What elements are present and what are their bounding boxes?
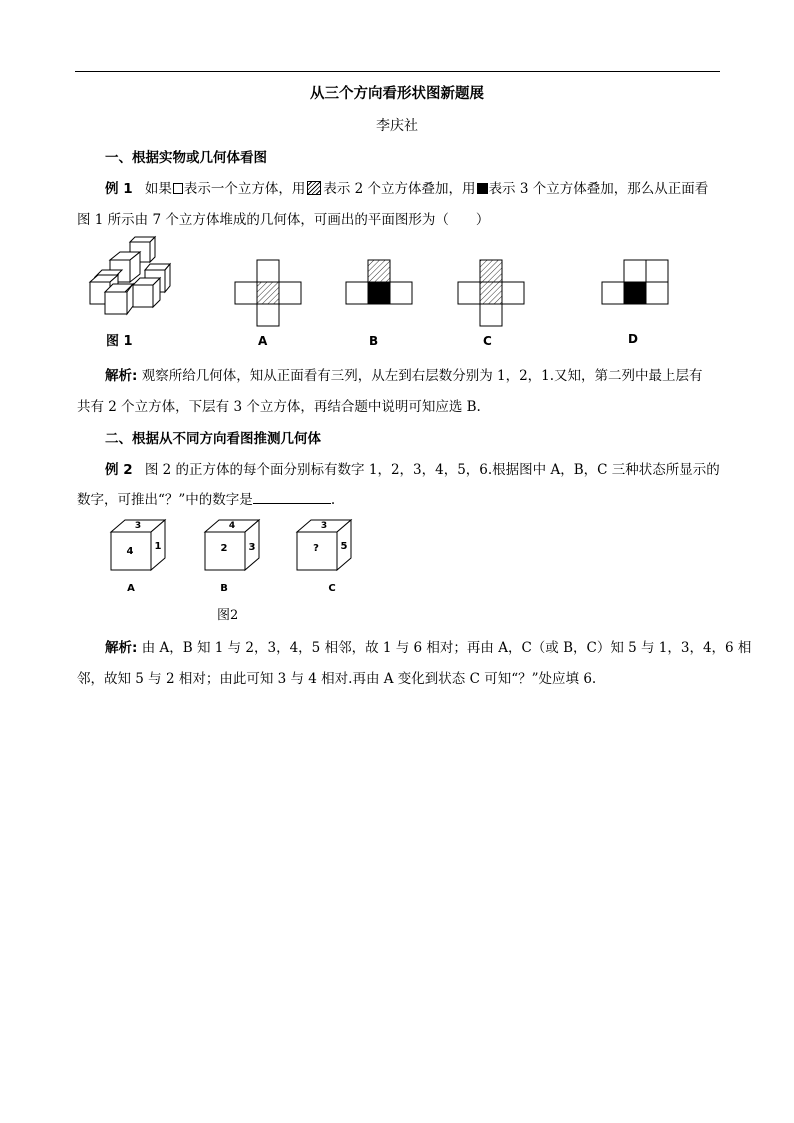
cube-a-top-number: 3	[134, 521, 142, 531]
hatched-cube-icon	[307, 181, 321, 195]
option-b-label: B	[369, 334, 379, 348]
figure1-label: 图 1	[106, 334, 133, 349]
answer-blank	[253, 489, 331, 504]
cube-c-top-number: 3	[320, 521, 328, 531]
header-rule	[75, 71, 720, 72]
example1-analysis-line1: 解析: 观察所给几何体，知从正面看有三列，从左到右层数分别为 1，2，1.又知，第二列中最上层有	[105, 368, 703, 384]
cube-c-front-number: ?	[313, 543, 319, 554]
figure2-caption: 图2	[217, 608, 239, 623]
option-d-figure	[602, 260, 668, 304]
option-b-figure	[346, 260, 412, 304]
single-cube-icon	[173, 183, 183, 194]
example1-label: 例 1	[105, 181, 133, 197]
example2-analysis-line2: 邻，故知 5 与 2 相对；由此可知 3 与 4 相对.再由 A 变化到状态 C 可知“？”处应填 6.	[77, 671, 597, 687]
cube-c-label: C	[328, 583, 336, 594]
example2-question-line1: 例 2 图 2 的正方体的每个面分别标有数字 1，2，3，4，5，6.根据图中 A，B，C 三种状态所显示的	[105, 462, 720, 478]
example2-analysis-line1: 解析: 由 A，B 知 1 与 2，3，4，5 相邻，故 1 与 6 相对；再由 A，C（或 B，C）知 5 与 1，3，4，6 相	[105, 640, 752, 656]
cube-b-top-number: 4	[228, 521, 236, 531]
cube-c-side-number: 5	[340, 541, 348, 552]
cube-b-front-number: 2	[220, 543, 228, 554]
analysis1-label: 解析:	[105, 368, 138, 384]
cube-a	[111, 520, 165, 570]
option-d-label: D	[628, 332, 638, 346]
cube-b	[205, 520, 259, 570]
option-a-figure	[235, 260, 301, 326]
example2-question-line2: 数字，可推出“？”中的数字是 .	[77, 488, 335, 508]
example1-question-line1: 例 1 如果 表示一个立方体，用 表示 2 个立方体叠加，用 表示 3 个立方体叠加，那么从正面看	[105, 181, 709, 197]
section1-heading: 一、根据实物或几何体看图	[105, 150, 267, 166]
page-title: 从三个方向看形状图新题展	[310, 86, 484, 102]
section2-heading: 二、根据从不同方向看图推测几何体	[105, 431, 321, 447]
cube-a-front-number: 4	[126, 546, 134, 557]
example1-analysis-line2: 共有 2 个立方体，下层有 3 个立方体，再结合题中说明可知应选 B.	[77, 399, 481, 415]
option-a-label: A	[258, 334, 268, 348]
cube-b-label: B	[220, 583, 228, 594]
example1-question-line2: 图 1 所示由 7 个立方体堆成的几何体，可画出的平面图形为（ ）	[77, 212, 490, 228]
figure2-cubes	[0, 516, 794, 596]
option-c-label: C	[483, 334, 492, 348]
analysis2-label: 解析:	[105, 640, 138, 656]
cube-a-label: A	[127, 583, 135, 594]
cube-stack-drawing	[90, 237, 170, 314]
option-c-figure	[458, 260, 524, 326]
example2-label: 例 2	[105, 462, 133, 478]
black-cube-icon	[477, 183, 488, 194]
author: 李庆社	[376, 118, 418, 134]
cube-c	[297, 520, 351, 570]
cube-a-side-number: 1	[154, 541, 162, 552]
cube-b-side-number: 3	[248, 542, 256, 553]
